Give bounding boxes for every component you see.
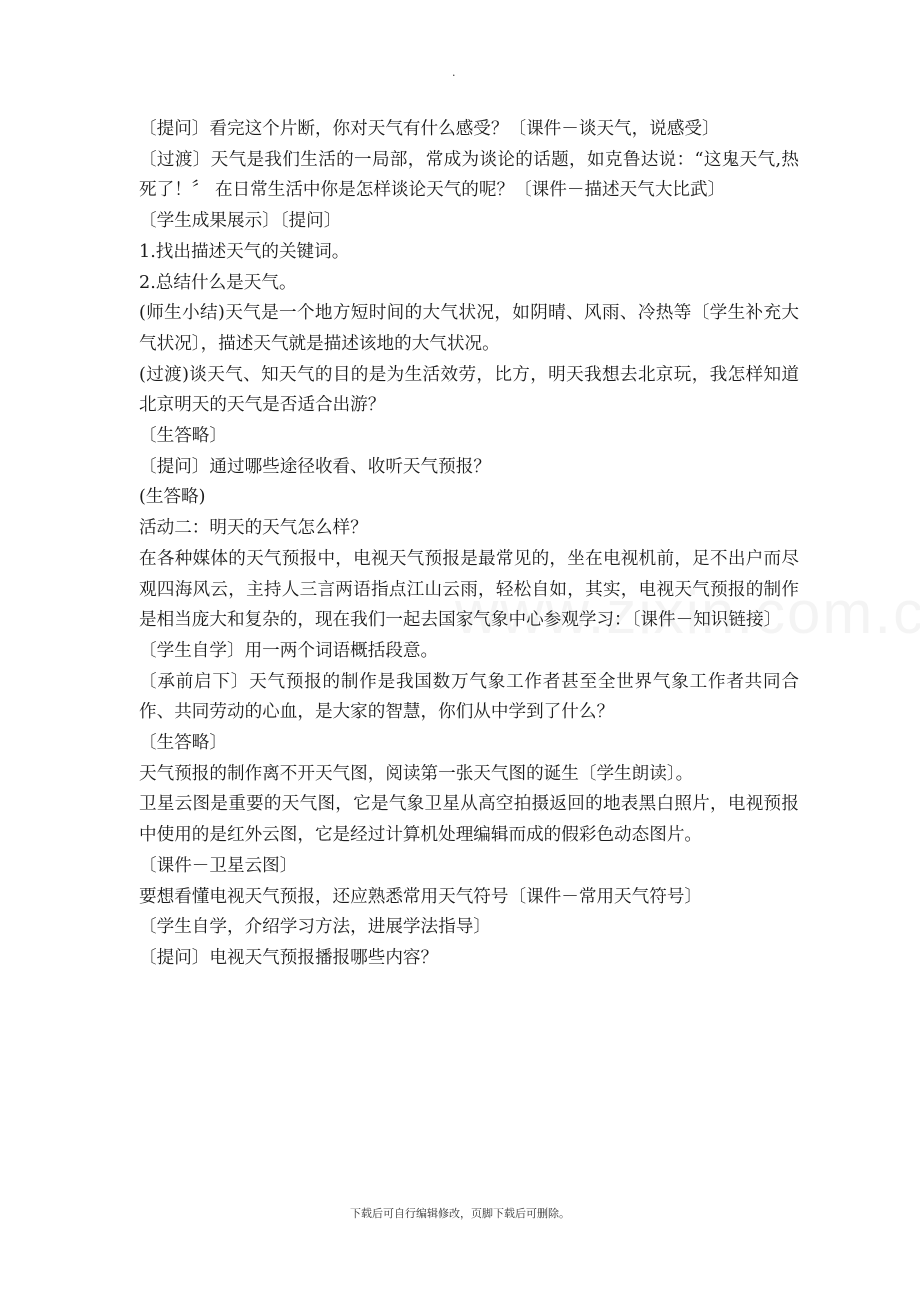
paragraph: (过渡)谈天气、知天气的目的是为生活效劳，比方，明天我想去北京玩，我怎样知道北京明天的天气是否适合出游？ [139,364,799,416]
paragraph: 〔学生成果展示〕〔提问〕 [139,211,342,232]
paragraph: 天气预报的制作离不开天气图，阅读第一张天气图的诞生〔学生朗读〕。 [139,763,694,784]
paragraph: 〔学生自学〕用一两个词语概括段意。 [139,640,439,661]
paragraph: 卫星云图是重要的天气图，它是气象卫星从高空拍摄返回的地表黑白照片，电视预报中使用的是红外云图，它是经过计算机处理编辑而成的假彩色动态图片。 [139,794,799,846]
paragraph: 在各种媒体的天气预报中，电视天气预报是最常见的，坐在电视机前，足不出户而尽观四海风云，主持人三言两语指点江山云雨，轻松自如，其实，电视天气预报的制作是相当庞大和复杂的，现在我们一起去国家气象中心参观学习：〔课件－知识链接〕 [139,548,799,631]
paragraph: 〔承前启下〕天气预报的制作是我国数万气象工作者甚至全世界气象工作者共同合作、共同劳动的心血，是大家的智慧，你们从中学到了什么？ [139,671,799,723]
paragraph: 要想看懂电视天气预报，还应熟悉常用天气符号〔课件－常用天气符号〕 [139,886,703,907]
document-body [139,114,799,974]
paragraph: 〔学生自学，介绍学习方法，进展学法指导〕 [139,917,491,938]
paragraph: 〔提问〕电视天气预报播报哪些内容？ [139,947,439,968]
paragraph: 活动二：明天的天气怎么样？ [139,518,368,539]
paragraph: 2.总结什么是天气。 [139,272,297,293]
paragraph: 〔生答略〕 [139,426,227,447]
paragraph: 〔提问〕看完这个片断，你对天气有什么感受？〔课件－谈天气，说感受〕 [139,119,720,139]
paragraph: 〔生答略〕 [139,733,227,754]
paragraph: 1.找出描述天气的关键词。 [139,241,350,262]
paragraph: 〔过渡〕天气是我们生活的一局部，常成为谈论的话题，如克鲁达说：“这鬼天气,热死了！〞 在日常生活中你是怎样谈论天气的呢？〔课件－描述天气大比武〕 [139,149,799,201]
page-footer: 下载后可自行编辑修改，页脚下载后可删除。 [350,1207,570,1220]
paragraph: (师生小结)天气是一个地方短时间的大气状况，如阴晴、风雨、冷热等〔学生补充大气状况〕，描述天气就是描述该地的大气状况。 [139,303,799,354]
header-dot: . [452,66,456,79]
paragraph: 〔课件－卫星云图〕 [139,855,298,876]
paragraph: 〔提问〕通过哪些途径收看、收听天气预报？ [139,456,491,477]
paragraph: (生答略) [139,487,206,508]
